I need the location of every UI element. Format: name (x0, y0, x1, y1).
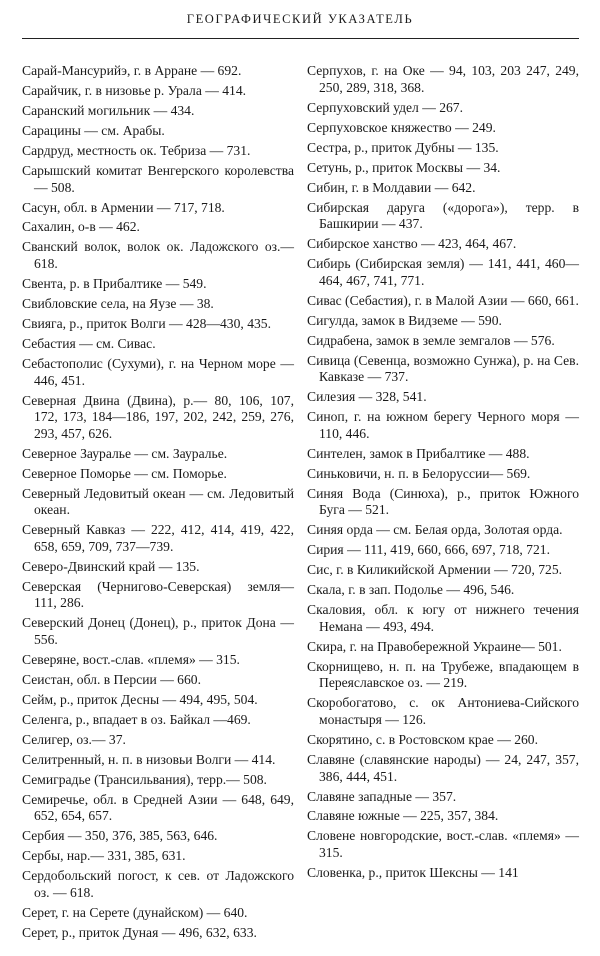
index-entry: Сердобольский погост, к сев. от Ладожского оз. — 618. (22, 868, 294, 901)
index-entry: Сигулда, замок в Видземе — 590. (307, 312, 502, 328)
index-entry: Серпухов, г. на Оке — 94, 103, 203 247, 249, 250, 289, 318, 368. (307, 63, 579, 95)
index-column-right (307, 63, 579, 885)
header-rule (22, 38, 579, 39)
index-entry: Семиречье, обл. в Средней Азии — 648, 649, 652, 654, 657. (22, 791, 294, 824)
index-entry: Северная Двина (Двина), р.— 80, 106, 107, 172, 173, 184—186, 197, 202, 242, 259, 276, 293, 457, 626. (22, 392, 294, 441)
index-entry: Скира, г. на Правобережной Украине— 501. (307, 638, 562, 654)
index-entry: Себастия — см. Сивас. (22, 336, 156, 351)
index-entry: Сардруд, местность ок. Тебриза — 731. (22, 142, 251, 158)
index-column-left (22, 63, 294, 945)
index-entry: Семиградье (Трансильвания), терр.— 508. (22, 771, 267, 787)
index-entry: Сарышский комитат Венгерского королевства — 508. (22, 162, 294, 195)
index-entry: Скаловия, обл. к югу от нижнего течения Немана — 493, 494. (307, 602, 579, 634)
index-entry: Скорятино, с. в Ростовском крае — 260. (307, 731, 538, 747)
index-entry: Северное Поморье — см. Поморье. (22, 465, 227, 481)
index-entry: Сербия — 350, 376, 385, 563, 646. (22, 828, 218, 844)
index-entry: Северяне, вост.-слав. «племя» — 315. (22, 652, 240, 667)
index-entry: Сербы, нар.— 331, 385, 631. (22, 848, 186, 864)
index-entry: Северский Донец (Донец), р., приток Дона — 556. (22, 615, 294, 648)
index-entry: Сейм, р., приток Десны — 494, 495, 504. (22, 691, 258, 707)
index-entry: Сибирская даруга («дорога»), терр. в Башкирии — 437. (307, 199, 579, 232)
index-entry: Скоробогатово, с. ок Антониева-Сийского монастыря — 126. (307, 695, 579, 727)
index-entry: Славяне (славянские народы) — 24, 247, 357, 386, 444, 451. (307, 751, 579, 784)
index-entry: Северская (Чернигово-Северская) земля— 111, 286. (22, 578, 294, 611)
index-entry: Северный Ледовитый океан — см. Ледовитый океан. (22, 485, 294, 518)
index-entry: Серет, г. на Серете (дунайском) — 640. (22, 905, 248, 921)
index-entry: Свибловские села, на Яузе — 38. (22, 296, 214, 312)
index-entry: Сибирское ханство — 423, 464, 467. (307, 236, 517, 252)
index-entry: Серет, р., приток Дуная — 496, 632, 633. (22, 925, 257, 940)
index-entry: Скала, г. в зап. Подолье — 496, 546. (307, 582, 515, 598)
index-entry: Сибирь (Сибирская земля) — 141, 441, 460—464, 467, 741, 771. (307, 256, 579, 288)
index-entry: Сирия — 111, 419, 660, 666, 697, 718, 721. (307, 542, 550, 558)
index-entry: Сестра, р., приток Дубны — 135. (307, 139, 499, 155)
index-entry: Свента, р. в Прибалтике — 549. (22, 276, 207, 292)
index-entry: Скорнищево, н. п. на Трубеже, впадающем в Переяславское оз. — 219. (307, 658, 579, 691)
index-entry: Селигер, оз.— 37. (22, 731, 126, 747)
index-entry: Селенга, р., впадает в оз. Байкал —469. (22, 711, 251, 727)
index-entry: Сис, г. в Киликийской Армении — 720, 725. (307, 562, 563, 578)
index-entry: Славяне южные — 225, 357, 384. (307, 808, 499, 824)
index-entry: Сванский волок, волок ок. Ладожского оз.— 618. (22, 239, 294, 272)
index-entry: Сивас (Себастия), г. в Малой Азии — 660, 661. (307, 292, 579, 308)
index-entry: Сибин, г. в Молдавии — 642. (307, 179, 476, 195)
index-entry: Серпуховское княжество — 249. (307, 119, 496, 135)
page-header: ГЕОГРАФИЧЕСКИЙ УКАЗАТЕЛЬ (186, 12, 414, 26)
index-entry: Себастополис (Сухуми), г. на Черном море — 446, 451. (22, 355, 294, 388)
index-entry: Серпуховский удел — 267. (307, 99, 463, 115)
index-entry: Селитренный, н. п. в низовьи Волги — 414. (22, 751, 276, 767)
index-entry: Словене новгородские, вост.-слав. «племя» — 315. (307, 828, 579, 861)
index-entry: Славяне западные — 357. (307, 788, 457, 804)
index-entry: Северное Зауралье — см. Зауралье. (22, 445, 228, 461)
index-entry: Сахалин, о-в — 462. (22, 219, 140, 235)
index-entry: Свияга, р., приток Волги — 428—430, 435. (22, 316, 271, 332)
index-entry: Сивица (Севенца, возможно Сунжа), р. на Сев. Кавказе — 737. (307, 352, 579, 385)
index-entry: Синьковичи, н. п. в Белоруссии— 569. (307, 465, 531, 481)
index-entry: Сарацины — см. Арабы. (22, 122, 165, 138)
index-entry: Синтелен, замок в Прибалтике — 488. (307, 445, 530, 461)
index-entry: Сидрабена, замок в земле земгалов — 576. (307, 332, 555, 348)
index-entry: Северо-Двинский край — 135. (22, 558, 200, 574)
index-entry: Северный Кавказ — 222, 412, 414, 419, 422, 658, 659, 709, 737—739. (22, 522, 294, 554)
index-entry: Силезия — 328, 541. (307, 389, 427, 405)
index-entry: Сарайчик, г. в низовье р. Урала — 414. (22, 82, 247, 98)
index-entry: Саранский могильник — 434. (22, 102, 195, 118)
index-entry: Сарай-Мансурийэ, г. в Арране — 692. (22, 63, 242, 78)
index-entry: Сасун, обл. в Армении — 717, 718. (22, 199, 225, 215)
index-entry: Сетунь, р., приток Москвы — 34. (307, 159, 501, 175)
index-entry: Синоп, г. на южном берегу Черного моря — 110, 446. (307, 409, 579, 441)
index-entry: Словенка, р., приток Шексны — 141 (307, 865, 519, 881)
index-entry: Сеистан, обл. в Персии — 660. (22, 671, 201, 687)
index-entry: Синяя орда — см. Белая орда, Золотая орда. (307, 522, 563, 538)
index-entry: Синяя Вода (Синюха), р., приток Южного Буга — 521. (307, 485, 579, 518)
